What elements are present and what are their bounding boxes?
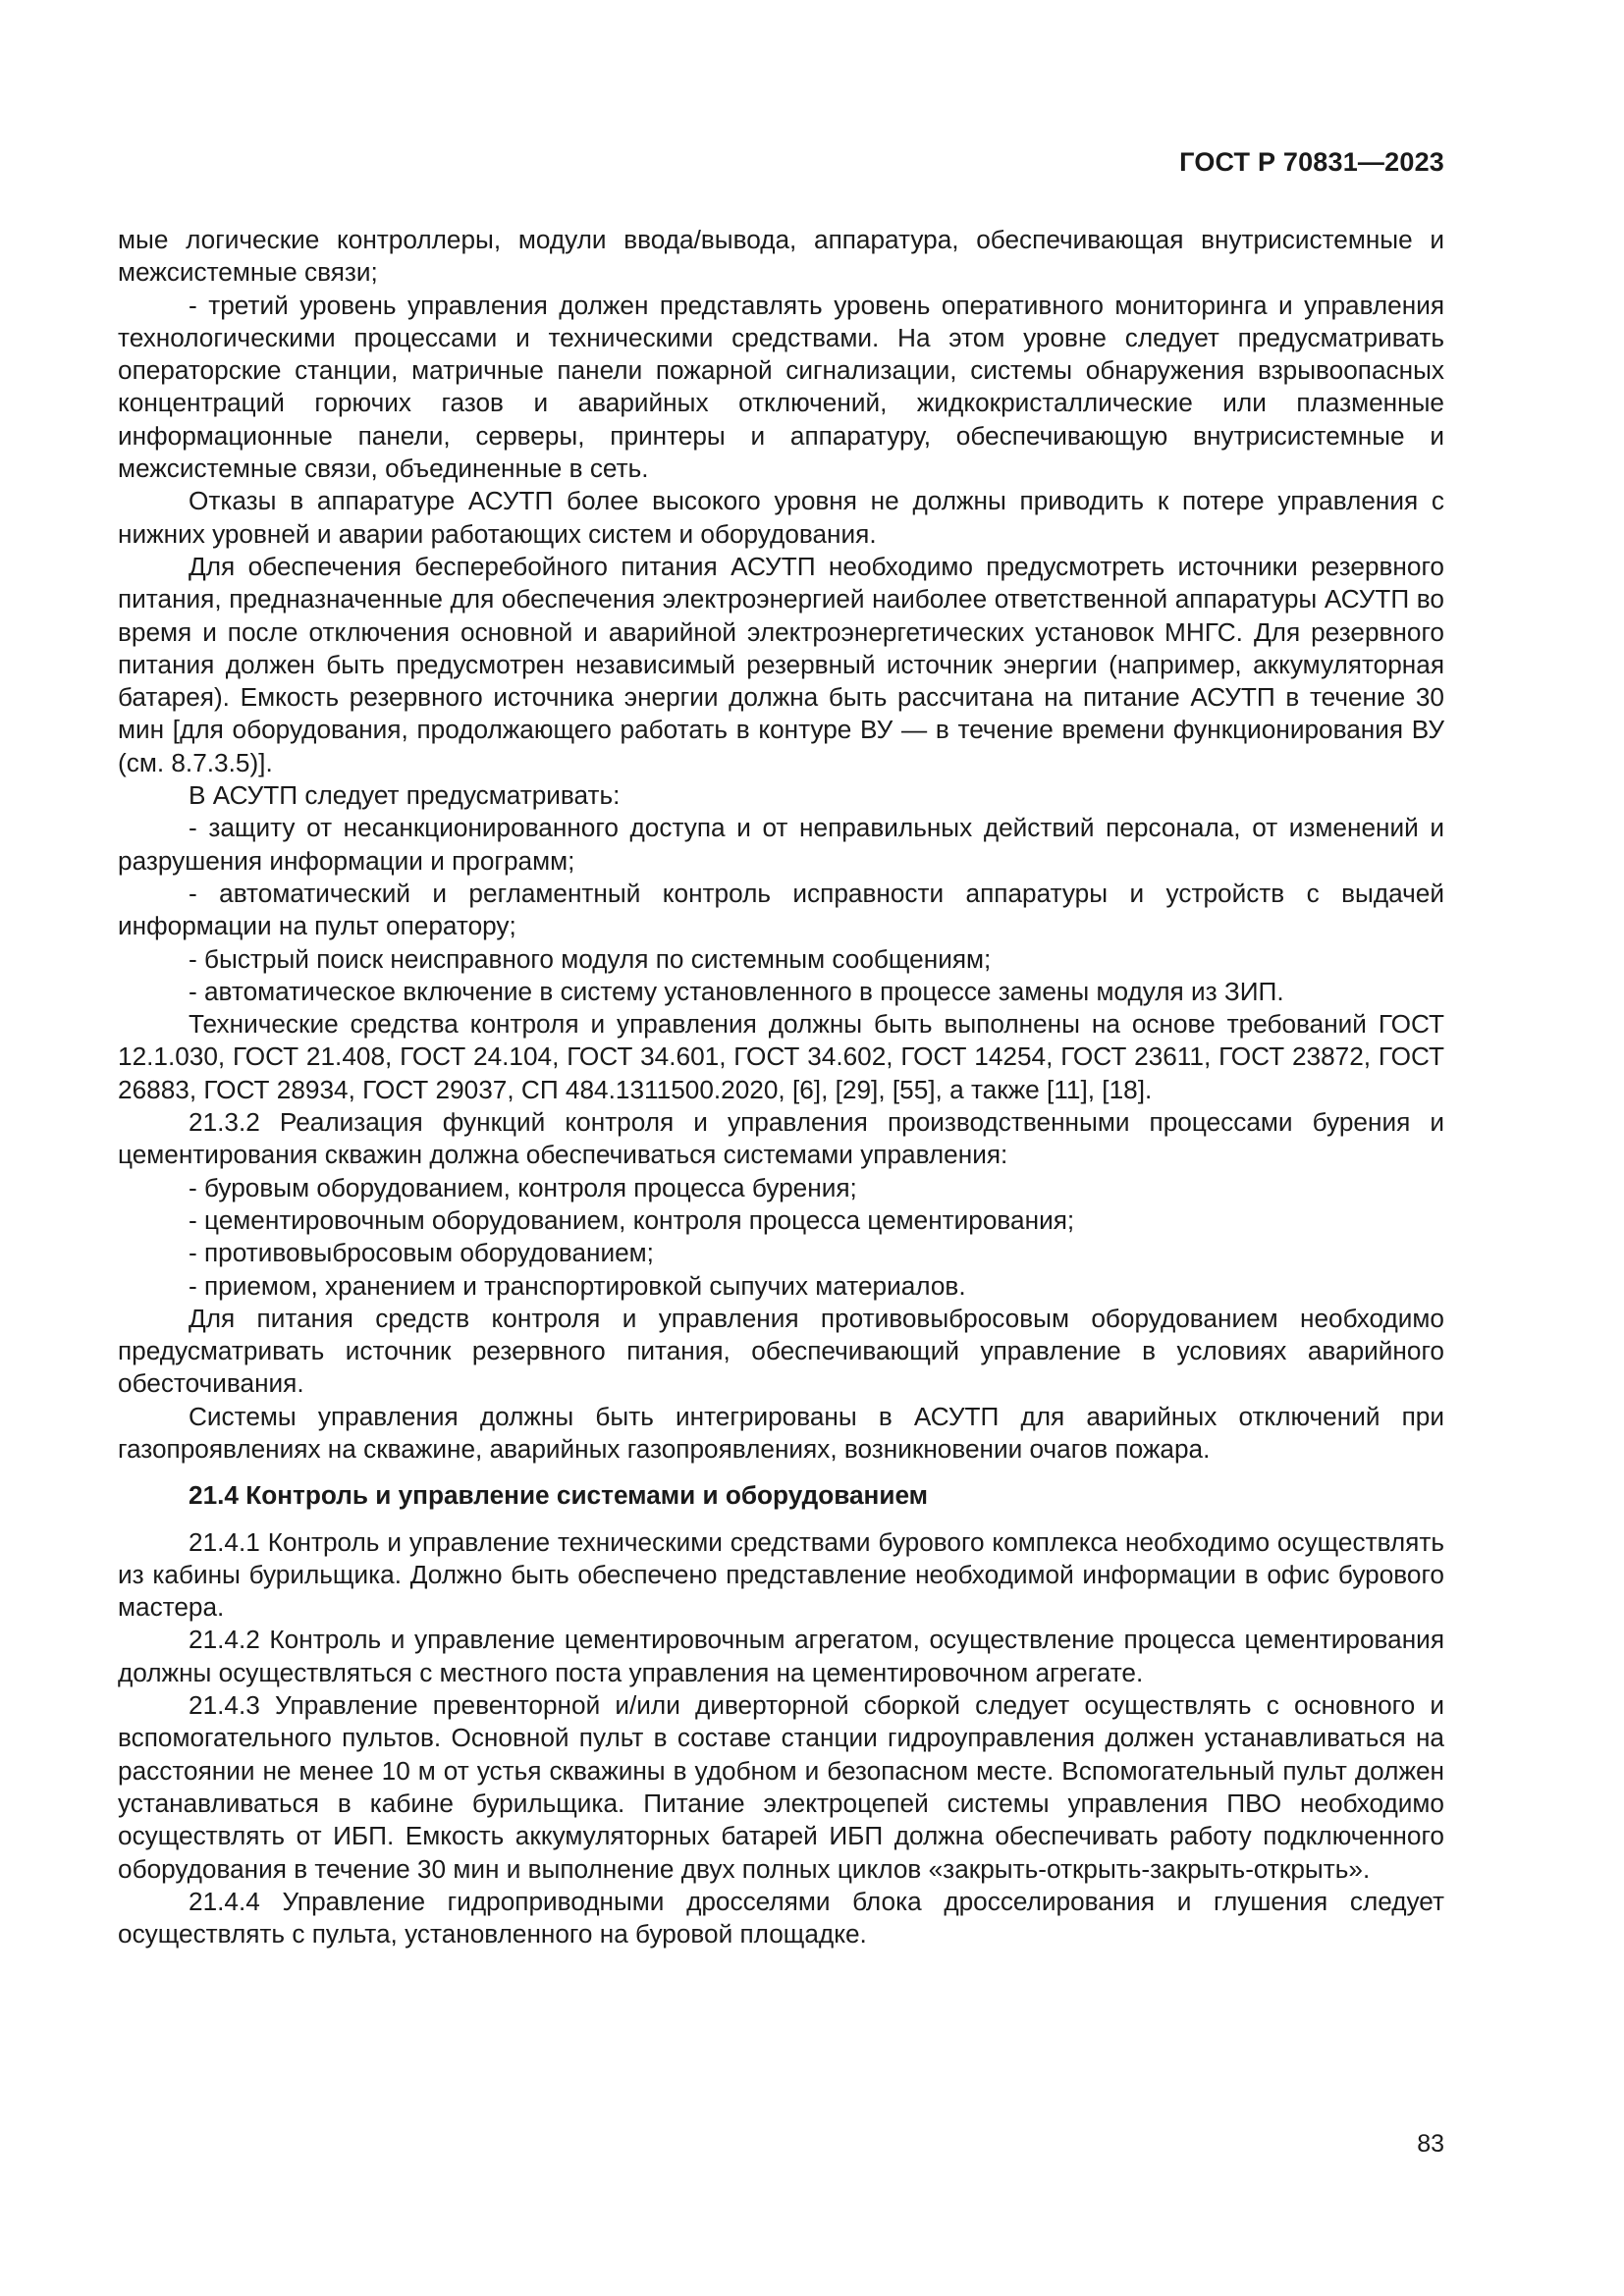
list-item: - защиту от несанкционированного доступа и от неправильных действий персонала, от изменений и разрушения информации и программ; bbox=[118, 813, 1444, 876]
list-item: - третий уровень управления должен представлять уровень оперативного мониторинга и управления технологическими процессами и техническими средствами. На этом уровне следует предусматривать операторские станции, матричные панели пожарной сигнализации, системы обнаружения взрывоопасных концентраций горючих газов и аварийных отключений, жидкокристаллические или плазменные информационные панели, серверы, принтеры и аппаратуру, обеспечивающую внутрисистемные и межсистемные связи, объединенные в сеть. bbox=[118, 290, 1444, 484]
list-item: - цементировочным оборудованием, контроля процесса цементирования; bbox=[189, 1204, 1075, 1235]
list-item: - противовыбросовым оборудованием; bbox=[189, 1238, 654, 1268]
page-number: 83 bbox=[1417, 2130, 1444, 2158]
paragraph: мые логические контроллеры, модули ввода/вывода, аппаратура, обеспечивающая внутрисистемные и межсистемные связи; bbox=[118, 225, 1444, 288]
body-text bbox=[118, 224, 1444, 1950]
paragraph: Отказы в аппаратуре АСУТП более высокого уровня не должны приводить к потере управления с нижних уровней и аварии работающих систем и оборудования. bbox=[118, 486, 1444, 549]
paragraph: Технические средства контроля и управления должны быть выполнены на основе требований ГОСТ 12.1.030, ГОСТ 21.408, ГОСТ 24.104, ГОСТ 34.601, ГОСТ 34.602, ГОСТ 14254, ГОСТ 23611, ГОСТ 23872, ГОСТ 26883, ГОСТ 28934, ГОСТ 29037, СП 484.1311500.2020, [6], [29], [55], а также [11], [18]. bbox=[118, 1009, 1444, 1104]
paragraph: 21.3.2 Реализация функций контроля и управления производственными процессами бурения и цементирования скважин должна обеспечиваться системами управления: bbox=[118, 1107, 1444, 1170]
paragraph: 21.4.2 Контроль и управление цементировочным агрегатом, осуществление процесса цементирования должны осуществляться с местного поста управления на цементировочном агрегате. bbox=[118, 1625, 1444, 1687]
list-item: - автоматическое включение в систему установленного в процессе замены модуля из ЗИП. bbox=[189, 976, 1284, 1006]
list-item: - приемом, хранением и транспортировкой сыпучих материалов. bbox=[189, 1270, 966, 1301]
paragraph: Для питания средств контроля и управления противовыбросовым оборудованием необходимо предусматривать источник резервного питания, обеспечивающий управление в условиях аварийного обесточивания. bbox=[118, 1303, 1444, 1399]
paragraph: В АСУТП следует предусматривать: bbox=[189, 780, 621, 811]
list-item: - автоматический и регламентный контроль исправности аппаратуры и устройств с выдачей информации на пульт оператору; bbox=[118, 878, 1444, 941]
list-item: - буровым оборудованием, контроля процесса бурения; bbox=[189, 1172, 857, 1202]
paragraph: 21.4.4 Управление гидроприводными дросселями блока дросселирования и глушения следует осуществлять с пульта, установленного на буровой площадке. bbox=[118, 1886, 1444, 1949]
paragraph: 21.4.3 Управление превенторной и/или диверторной сборкой следует осуществлять с основного и вспомогательного пультов. Основной пульт в составе станции гидроуправления должен устанавливаться на расстоянии не менее 10 м от устья скважины в удобном и безопасном месте. Вспомогательный пульт должен устанавливаться в кабине бурильщика. Питание электроцепей системы управления ПВО необходимо осуществлять от ИБП. Емкость аккумуляторных батарей ИБП должна обеспечивать работу подключенного оборудования в течение 30 мин и выполнение двух полных циклов «закрыть-открыть-закрыть-открыть». bbox=[118, 1690, 1444, 1884]
section-heading: 21.4 Контроль и управление системами и оборудованием bbox=[189, 1480, 929, 1511]
paragraph: Системы управления должны быть интегрированы в АСУТП для аварийных отключений при газопроявлениях на скважине, аварийных газопроявлениях, возникновении очагов пожара. bbox=[118, 1401, 1444, 1464]
paragraph: Для обеспечения бесперебойного питания АСУТП необходимо предусмотреть источники резервного питания, предназначенные для обеспечения электроэнергией наиболее ответственной аппаратуры АСУТП во время и после отключения основной и аварийной электроэнергетических установок МНГС. Для резервного питания должен быть предусмотрен независимый резервный источник энергии (например, аккумуляторная батарея). Емкость резервного источника энергии должна быть рассчитана на питание АСУТП в течение 30 мин [для оборудования, продолжающего работать в контуре ВУ — в течение времени функционирования ВУ (см. 8.7.3.5)]. bbox=[118, 551, 1444, 777]
list-item: - быстрый поиск неисправного модуля по системным сообщениям; bbox=[189, 943, 992, 974]
paragraph: 21.4.1 Контроль и управление техническими средствами бурового комплекса необходимо осуществлять из кабины бурильщика. Должно быть обеспечено представление необходимой информации в офис бурового мастера. bbox=[118, 1526, 1444, 1623]
document-id-header: ГОСТ Р 70831—2023 bbox=[1179, 147, 1444, 177]
